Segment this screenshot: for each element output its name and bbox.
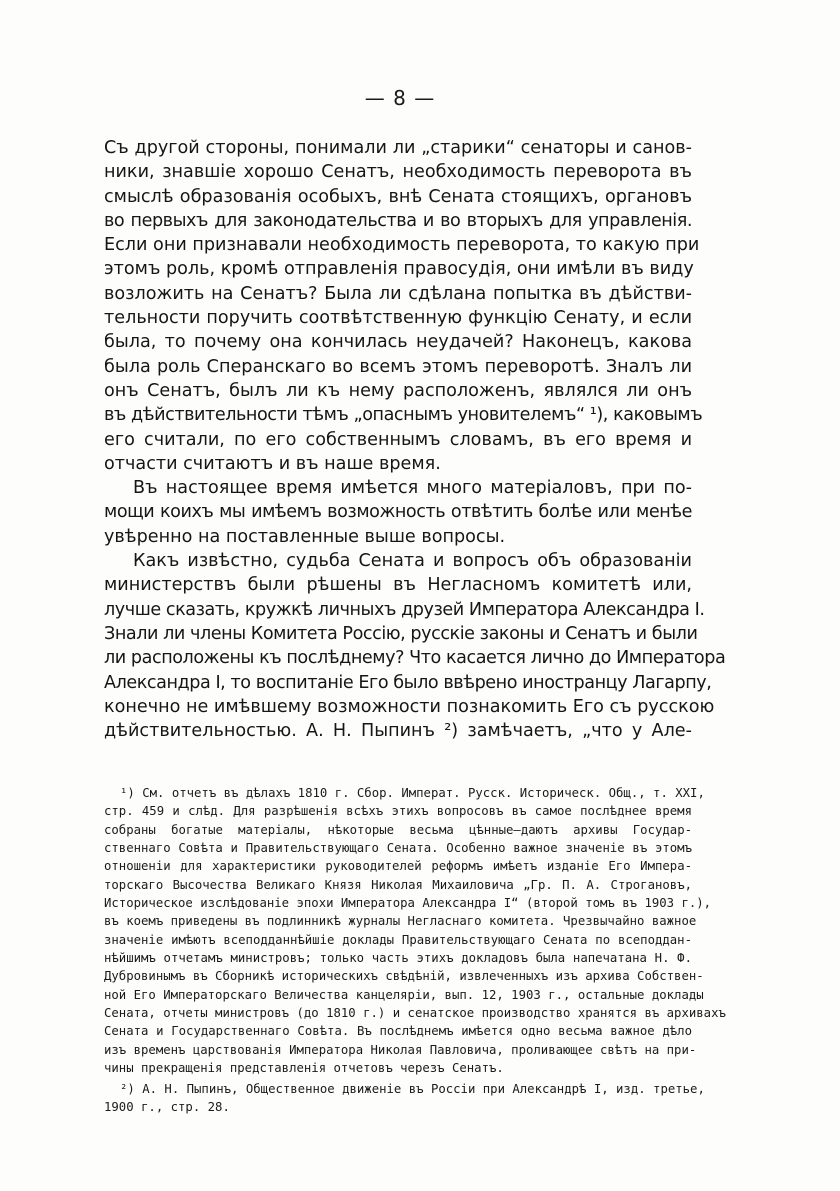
footnote-line: въ коемъ приведены въ подлинникѣ журналы Негласнаго комитета. Чрезвычайно важное	[104, 914, 697, 929]
footnote-line: стр. 459 и слѣд. Для разрѣшенія всѣхъ этихъ вопросовъ въ самое послѣднее время	[104, 804, 692, 819]
footnote-line: Историческое изслѣдованіе эпохи Императора Александра I“ (второй томъ въ 1903 г.),	[104, 896, 712, 911]
body-line: отчасти считаютъ и въ наше время.	[104, 453, 441, 474]
body-line: возложить на Сенатъ? Была ли сдѣлана попытка въ дѣйстви-	[104, 283, 692, 304]
body-line: министерствъ были рѣшены въ Негласномъ комитетѣ или,	[104, 575, 692, 596]
body-line: была роль Сперанскаго во всемъ этомъ переворотѣ. Зналъ ли	[104, 356, 692, 377]
body-line: ники, знавшіе хорошо Сенатъ, необходимость переворота въ	[104, 162, 692, 183]
footnote-line: Сената, отчеты министровъ (до 1810 г.) и сенатское производство хранятся въ архивахъ	[104, 1006, 726, 1021]
body-line: дѣйствительностью. А. Н. Пыпинъ ²) замѣчаетъ, „что у Але-	[104, 721, 692, 742]
body-line: была, то почему она кончилась неудачей? Наконецъ, какова	[104, 332, 692, 353]
body-line: Съ другой стороны, понимали ли „старики“ сенаторы и санов-	[104, 138, 692, 158]
body-line: ли расположены къ послѣднему? Что касается лично до Императора	[104, 648, 726, 669]
body-line: мощи коихъ мы имѣемъ возможность отвѣтить болѣе или менѣе	[104, 502, 692, 523]
footnote-line: Сената и Государственнаго Совѣта. Въ послѣднемъ имѣется одно весьма важное дѣло	[104, 1024, 692, 1039]
footnote-line: Дубровинымъ въ Сборникѣ историческихъ свѣдѣній, извлеченныхъ изъ архива Собствен-	[104, 969, 704, 984]
body-line: смыслѣ образованія особыхъ, внѣ Сената стоящихъ, органовъ	[104, 186, 692, 207]
body-line: конечно не имѣвшему возможности познакомить Его съ русскою	[104, 696, 715, 717]
footnote-line: ственнаго Совѣта и Правительствующаго Сената. Особенно важное значеніе въ этомъ	[104, 841, 692, 856]
footnote-line: собраны богатые матеріалы, нѣкоторые весьма цѣнные—даютъ архивы Государ-	[104, 822, 692, 837]
body-line: во первыхъ для законодательства и во вторыхъ для управленія.	[104, 210, 692, 231]
footnote-line: изъ временъ царствованія Императора Николая Павловича, проливающее свѣтъ на при-	[104, 1042, 697, 1057]
body-line: его считали, по его собственнымъ словамъ, въ его время и	[104, 429, 692, 450]
body-line: Знали ли члены Комитета Россію, русскіе законы и Сенатъ и были	[104, 623, 698, 644]
body-line: Александра I, то воспитаніе Его было ввѣрено иностранцу Лагарпу,	[104, 672, 712, 693]
footnote-line: 1900 г., стр. 28.	[104, 1099, 230, 1114]
body-line: Какъ извѣстно, судьба Сената и вопросъ объ образованіи	[133, 551, 692, 572]
footnote-line: ²) А. Н. Пыпинъ, Общественное движеніе въ Россіи при Александрѣ I, изд. третье,	[120, 1081, 705, 1096]
body-line: Въ настоящее время имѣется много матеріаловъ, при по-	[133, 478, 692, 499]
body-text	[104, 136, 726, 743]
footnote-line: отношеніи для характеристики руководителей реформъ имѣетъ изданіе Его Импера-	[104, 859, 692, 874]
body-line: Если они признавали необходимость переворота, то какую при	[104, 235, 700, 256]
footnote-line: торскаго Высочества Великаго Князя Николая Михаиловича „Гр. П. А. Строгановъ,	[104, 877, 692, 892]
page-number: — 8 —	[364, 86, 436, 110]
footnote-line: значеніе имѣютъ всеподданнѣйшіе доклады Правительствующаго Сената по всеподдан-	[104, 932, 692, 947]
body-line: этомъ роль, кромѣ отправленія правосудія, они имѣли въ виду	[104, 259, 694, 280]
footnote-line: чины прекращенія представленія отчетовъ черезъ Сенатъ.	[104, 1061, 504, 1076]
body-line: онъ Сенатъ, былъ ли къ нему расположенъ, являлся ли онъ	[104, 380, 692, 401]
footnote-line: нѣйшимъ отчетамъ министровъ; только часть этихъ докладовъ была напечатана Н. Ф.	[104, 951, 692, 966]
body-line: тельности поручить соотвѣтственную функцію Сенату, и если	[104, 308, 692, 329]
footnotes	[104, 784, 726, 1116]
footnote-line: ¹) См. отчетъ въ дѣлахъ 1810 г. Сбор. Императ. Русск. Историческ. Общ., т. XXI,	[120, 786, 705, 800]
body-line: увѣренно на поставленные выше вопросы.	[104, 526, 506, 547]
body-line: лучше сказать, кружкѣ личныхъ друзей Императора Александра I.	[104, 599, 705, 620]
footnote-line: ной Его Императорскаго Величества канцеляріи, вып. 12, 1903 г., остальные доклады	[104, 987, 704, 1002]
body-line: въ дѣйствительности тѣмъ „опаснымъ уновителемъ“ ¹), каковымъ	[104, 405, 703, 426]
